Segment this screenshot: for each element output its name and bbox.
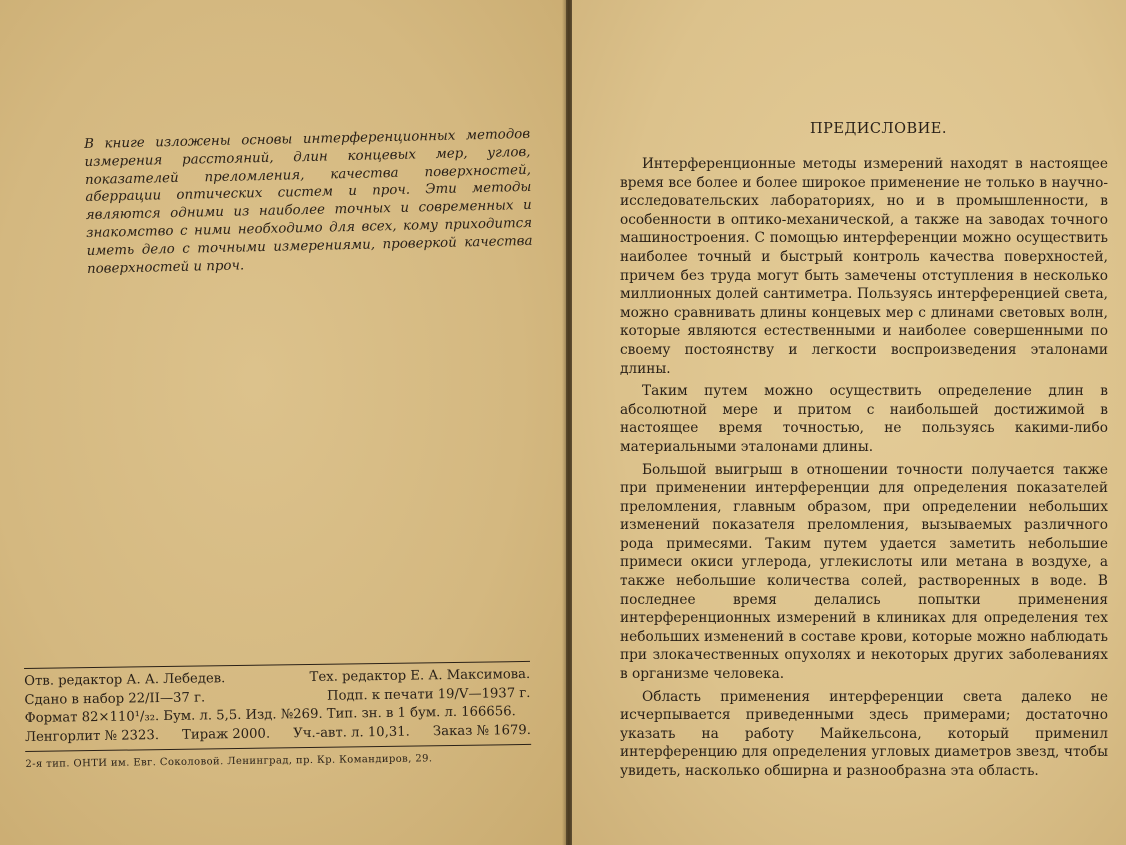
- format-info: Формат 82×110¹/₃₂. Бум. л. 5,5. Изд. №269. Тип. зн. в 1 бум. л. 166656.: [24, 704, 516, 726]
- order-number: Заказ № 1679.: [432, 722, 532, 739]
- imprint-block: [24, 657, 531, 775]
- technical-editor: Тех. редактор Е. А. Максимова.: [309, 666, 531, 686]
- print-date: Подп. к печати 19/V—1937 г.: [326, 685, 531, 704]
- preface-title: ПРЕДИСЛОВИЕ.: [810, 121, 947, 137]
- license-number: Ленгорлит № 2323.: [24, 727, 160, 745]
- preface-paragraph: Область применения интерференции света далеко не исчерпывается приведенными здесь примерами; достаточно указать на работу Майкельсона, который применил интерференцию для определения угловых диаметров звезд, чтобы увидеть, насколько обширна и разнообразна эта область.: [620, 688, 1108, 779]
- preface-paragraph: Большой выигрыш в отношении точности получается также при применении интерференции для определения показателей преломления, главным образом, при определении небольших изменений показателя преломления, вызываемых различного рода примесями. Таким путем удается заметить небольшие примеси окиси углерода, углекислоты или метана в воздухе, а также небольшие количества солей, растворенных в воде. В последнее время делались попытки применения интерференционных измерений в клиниках для определения тех небольших изменений в составе крови, которые можно наблюдать при злокачественных опухолях и некоторых других заболеваниях в организме человека.: [620, 461, 1108, 683]
- printer-info: 2-я тип. ОНТИ им. Евг. Соколовой. Ленинград, пр. Кр. Командиров, 29.: [25, 753, 433, 770]
- preface-body: [620, 155, 1108, 785]
- print-run: Тираж 2000.: [182, 726, 271, 743]
- author-sheets: Уч.-авт. л. 10,31.: [293, 724, 410, 741]
- responsible-editor: Отв. редактор А. А. Лебедев.: [24, 671, 226, 689]
- typeset-date: Сдано в набор 22/II—37 г.: [24, 689, 206, 708]
- preface-paragraph: Таким путем можно осуществить определение длин в абсолютной мере и притом с наибольшей достижимой в настоящее время точностью, не пользуясь какими-либо материальными эталонами длины.: [620, 383, 1108, 455]
- right-page: [572, 0, 1126, 845]
- preface-paragraph: Интерференционные методы измерений находят в настоящее время все более и более широкое применение не только в научно-исследовательских лабораториях, но и в промышленности, в особенности в оптико-механической, а также на заводах точного машиностроения. С помощью интерференции можно осуществить наиболее точный и быстрый контроль качества поверхностей, причем без труда могут быть замечены отступления в несколько миллионных долей сантиметра. Пользуясь интерференцией света, можно сравнивать длины концевых мер с длинами световых волн, которые являются естественными и наиболее совершенными по своему постоянству и легкости воспроизведения эталонами длины.: [620, 156, 1108, 377]
- abstract-text: В книге изложены основы интерференционных методов измерения расстояний, длин концевых мер, углов, показателей преломления, качества поверхностей, аберрации оптических систем и проч. Эти методы являются одними из наиболее точных и современных и знакомство с ними необходимо для всех, кому приходится иметь дело с точными измерениями, проверкой качества поверхностей и проч.: [84, 126, 533, 277]
